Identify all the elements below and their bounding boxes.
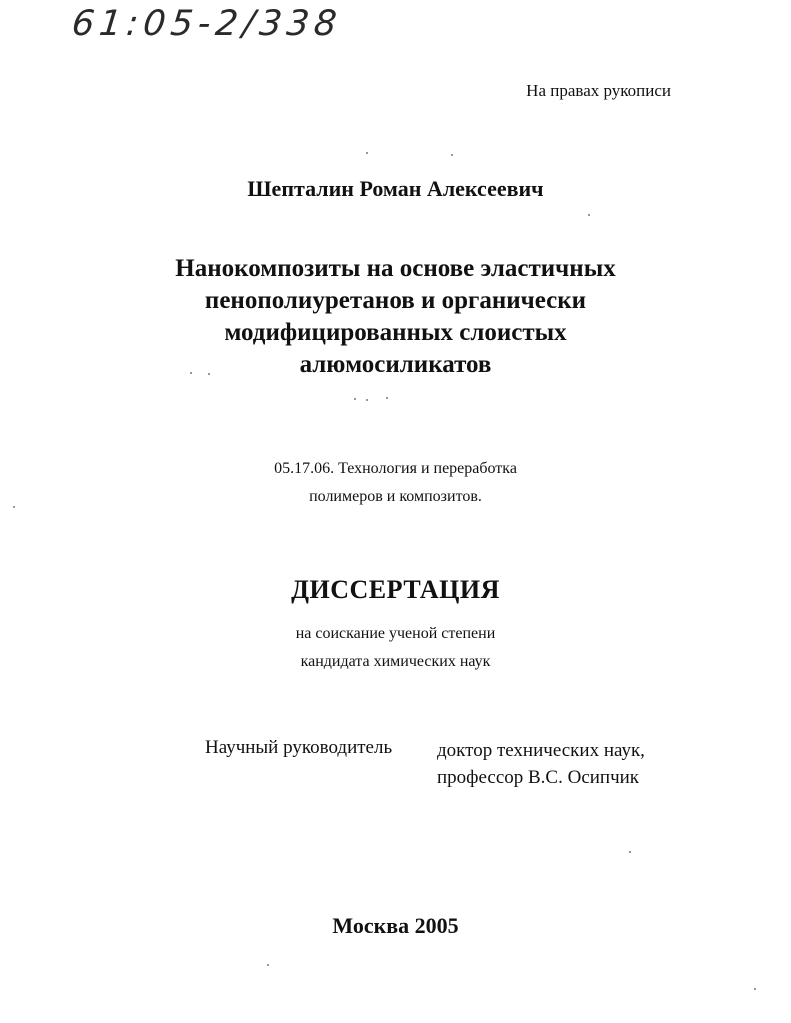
rights-note: На правах рукописи bbox=[526, 81, 671, 100]
scan-speck bbox=[13, 506, 15, 508]
degree-line: кандидата химических наук bbox=[300, 653, 491, 670]
scan-speck bbox=[267, 964, 269, 966]
supervisor-info bbox=[437, 737, 645, 791]
scan-speck bbox=[366, 399, 368, 401]
specialty-code bbox=[0, 455, 791, 511]
scan-speck bbox=[354, 398, 356, 400]
document-type: ДИССЕРТАЦИЯ bbox=[291, 575, 500, 604]
supervisor-line: доктор технических наук, bbox=[437, 740, 645, 761]
supervisor-line: профессор В.С. Осипчик bbox=[437, 767, 640, 788]
title-line: модифицированных слоистых bbox=[224, 319, 567, 346]
scan-speck bbox=[451, 154, 453, 156]
scan-speck bbox=[208, 373, 210, 375]
scan-speck bbox=[190, 372, 192, 374]
scan-speck bbox=[629, 851, 631, 853]
dissertation-title bbox=[0, 253, 791, 381]
scan-speck bbox=[366, 152, 368, 154]
title-line: Нанокомпозиты на основе эластичных bbox=[175, 255, 616, 282]
scan-speck bbox=[588, 214, 590, 216]
author-name: Шепталин Роман Алексеевич bbox=[247, 176, 544, 201]
specialty-line: полимеров и композитов. bbox=[309, 488, 482, 505]
city-year: Москва 2005 bbox=[332, 913, 459, 938]
supervisor-label: Научный руководитель bbox=[205, 737, 393, 758]
title-line: алюмосиликатов bbox=[299, 351, 492, 378]
scan-speck bbox=[386, 397, 388, 399]
title-line: пенополиуретанов и органически bbox=[204, 287, 587, 314]
degree-line: на соискание ученой степени bbox=[295, 625, 496, 642]
scan-speck bbox=[754, 988, 756, 990]
specialty-line: 05.17.06. Технология и переработка bbox=[274, 460, 517, 477]
degree-statement bbox=[0, 620, 791, 676]
handwritten-archive-code: 61:05-2/338 bbox=[69, 4, 344, 44]
